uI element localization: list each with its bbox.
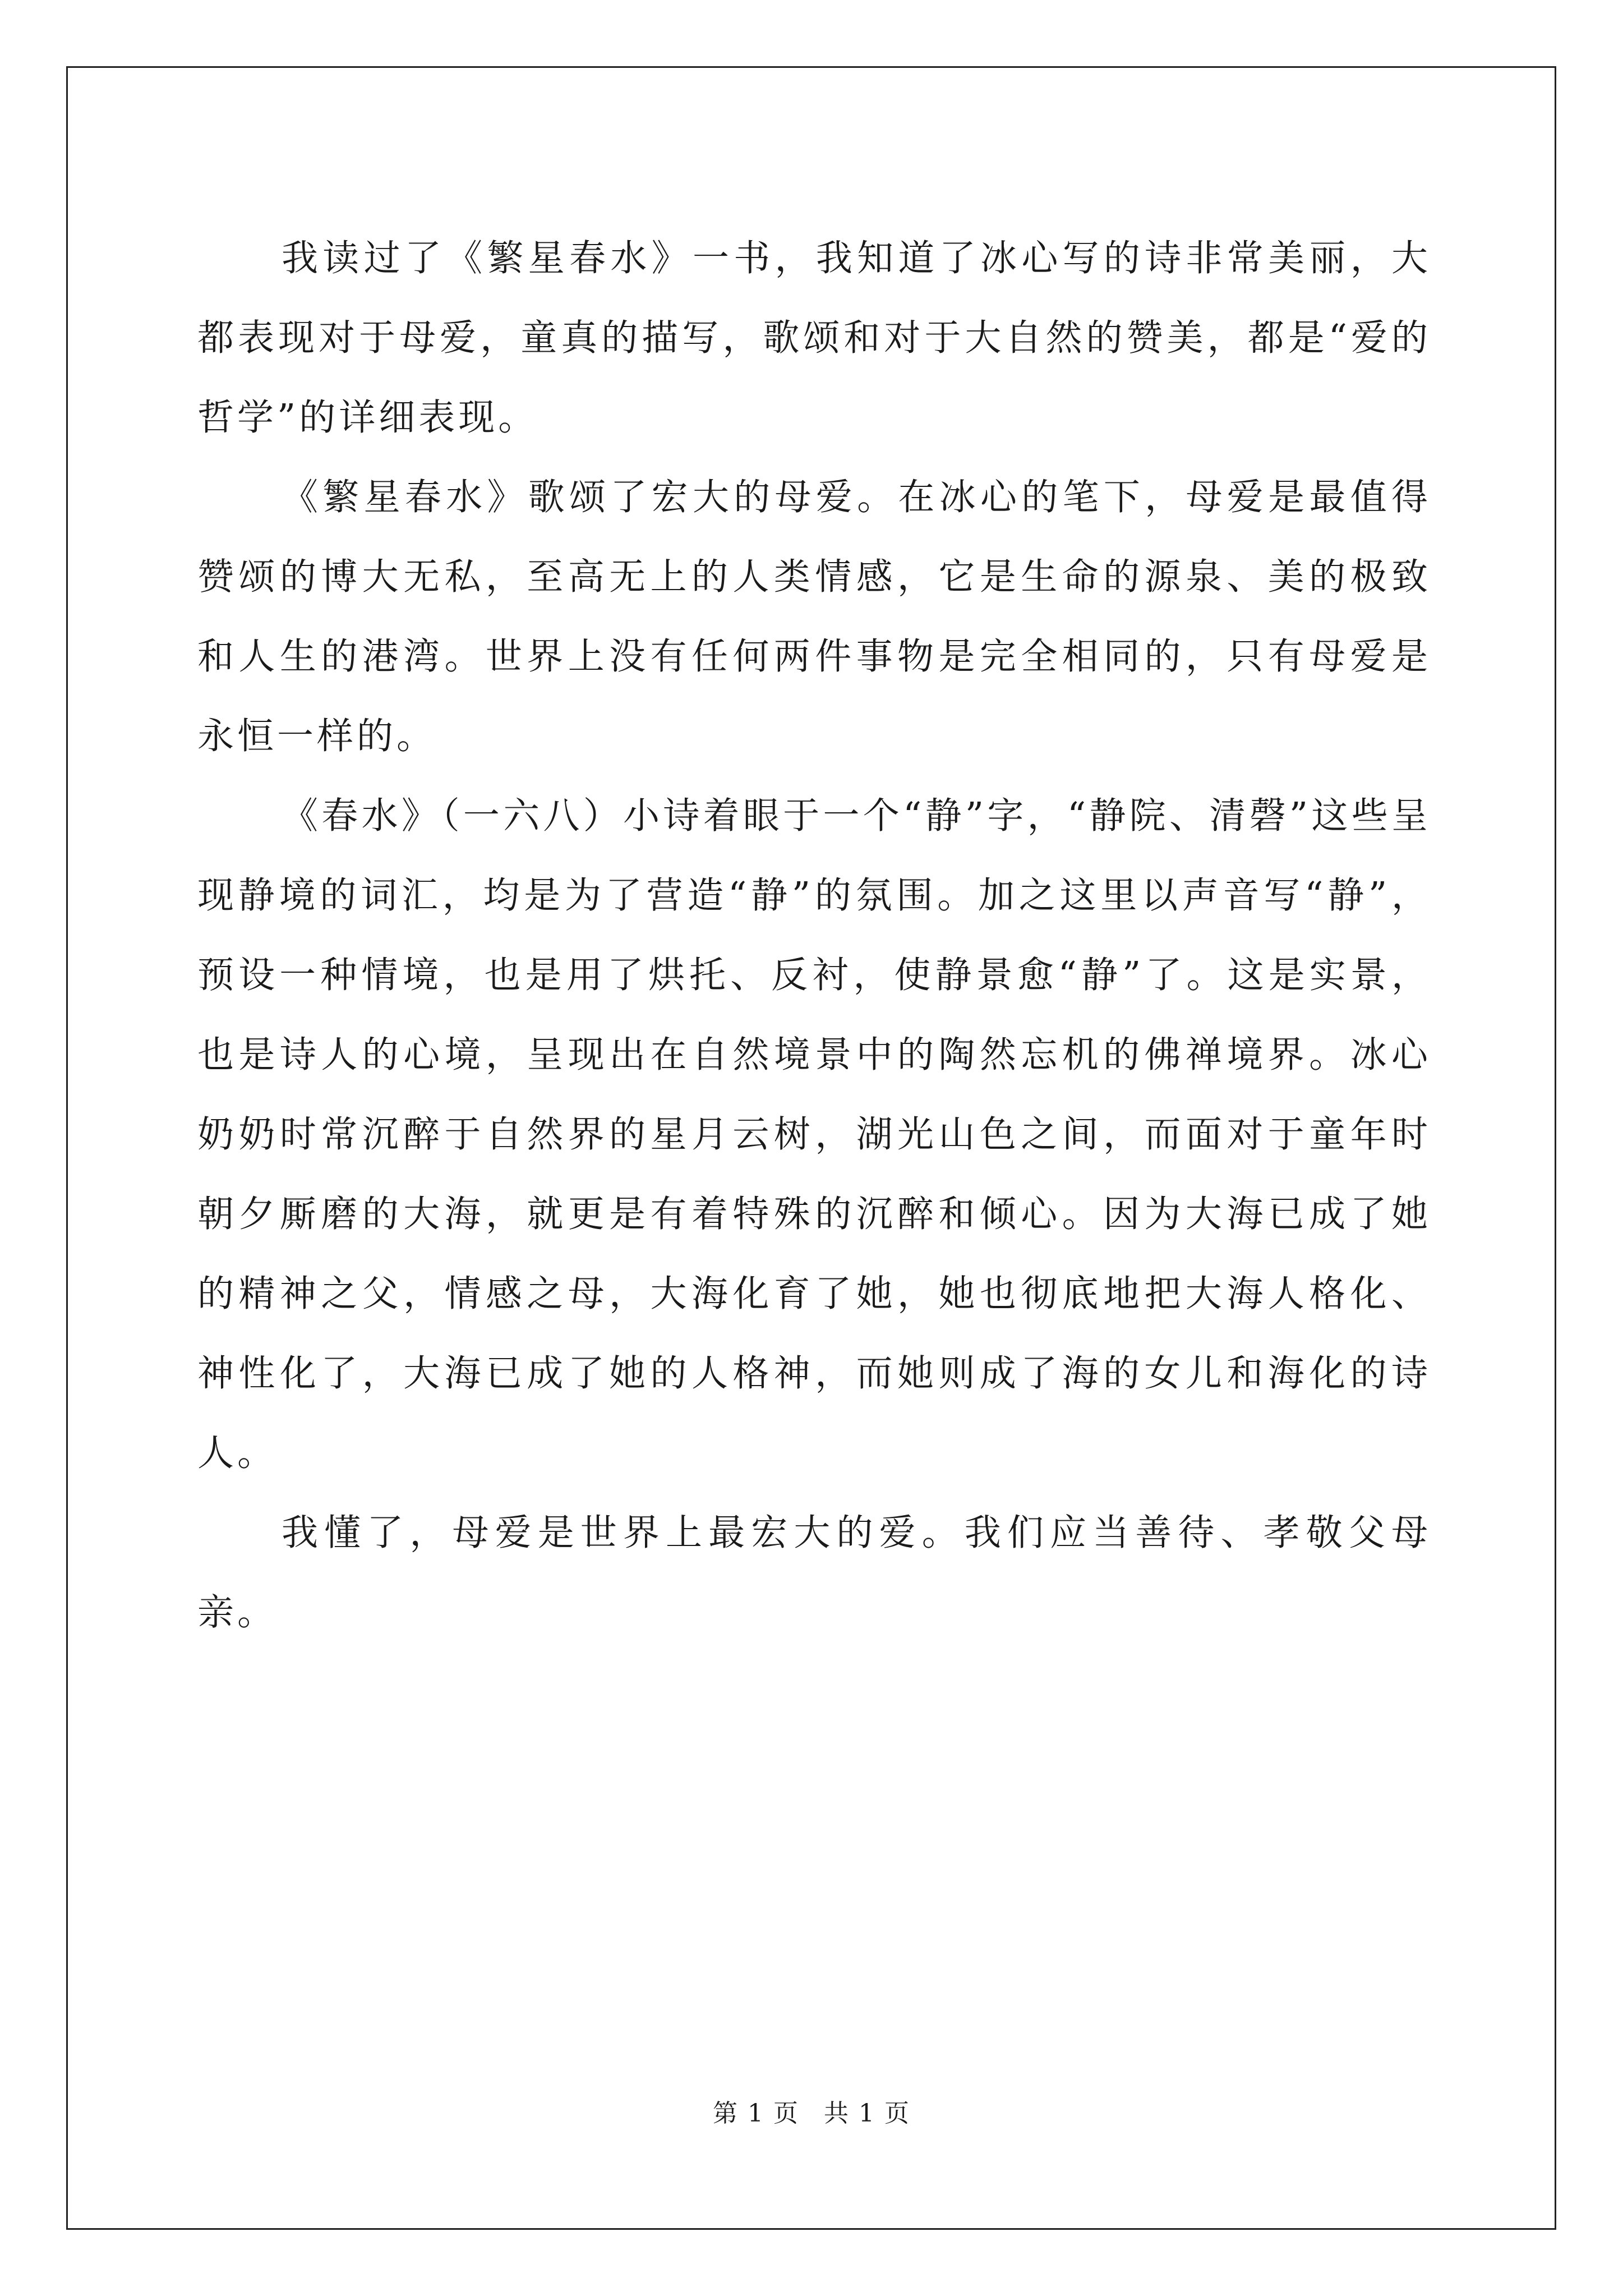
page-total: 共 1 页	[824, 2099, 910, 2128]
document-body	[197, 219, 1431, 1653]
paragraph-3: 《春水》（一六八）小诗着眼于一个“静”字，“静院、清磬”这些呈现静境的词汇，均是为了营造“静”的氛围。加之这里以声音写“静”，预设一种情境，也是用了烘托、反衬，使静景愈“静”了。这是实景，也是诗人的心境，呈现出在自然境景中的陶然忘机的佛禅境界。冰心奶奶时常沉醉于自然界的星月云树，湖光山色之间，而面对于童年时朝夕厮磨的大海，就更是有着特殊的沉醉和倾心。因为大海已成了她的精神之父，情感之母，大海化育了她，她也彻底地把大海人格化、神性化了，大海已成了她的人格神，而她则成了海的女儿和海化的诗人。	[197, 795, 1431, 1474]
page-footer	[0, 2097, 1623, 2131]
paragraph-1: 我读过了《繁星春水》一书，我知道了冰心写的诗非常美丽，大都表现对于母爱，童真的描写，歌颂和对于大自然的赞美，都是“爱的哲学”的详细表现。	[197, 237, 1431, 439]
page-number: 第 1 页	[713, 2099, 799, 2128]
paragraph-4: 我懂了，母爱是世界上最宏大的爱。我们应当善待、孝敬父母亲。	[197, 1512, 1431, 1634]
paragraph-2: 《繁星春水》歌颂了宏大的母爱。在冰心的笔下，母爱是最值得赞颂的博大无私，至高无上的人类情感，它是生命的源泉、美的极致和人生的港湾。世界上没有任何两件事物是完全相同的，只有母爱是永恒一样的。	[197, 476, 1431, 757]
